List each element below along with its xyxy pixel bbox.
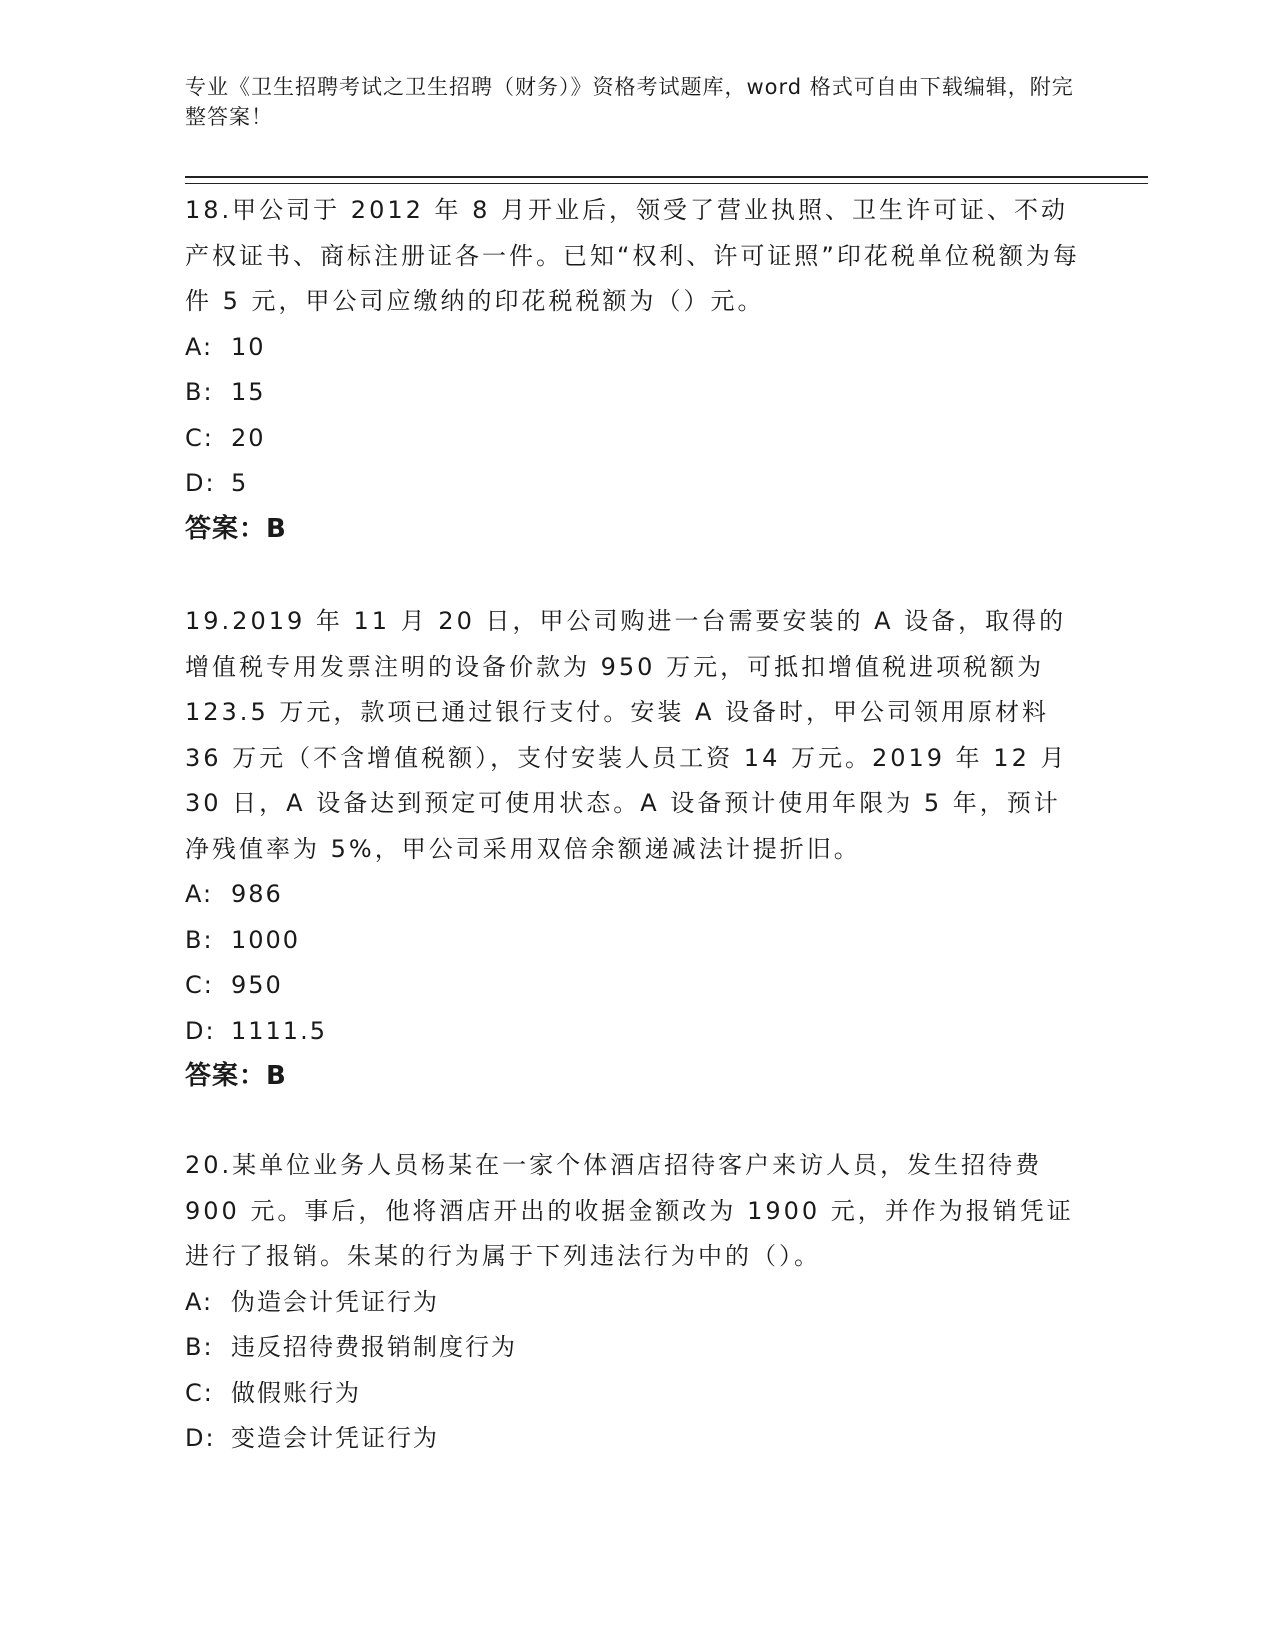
option-text: 做假账行为: [231, 1378, 361, 1407]
question-19: [185, 599, 1085, 1100]
option-letter: A:: [185, 332, 214, 361]
question-stem: 18.甲公司于 2012 年 8 月开业后，领受了营业执照、卫生许可证、不动产权证书、商标注册证各一件。已知“权利、许可证照”印花税单位税额为每件 5 元，甲公司应缴纳的印花税税额为（）元。: [185, 196, 1080, 315]
option-text: 违反招待费报销制度行为: [231, 1333, 517, 1361]
option-text: 5: [231, 469, 249, 497]
option-d: [185, 1416, 1085, 1462]
option-a: [185, 1280, 1085, 1326]
option-b: [185, 1325, 1085, 1371]
option-letter: D:: [185, 1016, 216, 1045]
option-letter: B:: [185, 925, 214, 954]
option-letter: B:: [185, 1333, 214, 1361]
option-letter: C:: [185, 423, 214, 452]
question-stem: 20.某单位业务人员杨某在一家个体酒店招待客户来访人员，发生招待费 900 元。事后，他将酒店开出的收据金额改为 1900 元，并作为报销凭证进行了报销。朱某的行为属于下列违法行为中的（）。: [185, 1151, 1074, 1270]
option-letter: D:: [185, 469, 216, 497]
question-20: [185, 1143, 1085, 1462]
option-d: [185, 461, 1085, 507]
option-c: [185, 1371, 1085, 1417]
option-text: 20: [231, 423, 266, 452]
option-c: [185, 416, 1085, 462]
option-c: [185, 963, 1085, 1009]
option-letter: A:: [185, 1287, 214, 1316]
option-a: [185, 325, 1085, 371]
option-letter: A:: [185, 880, 214, 908]
document-header: 专业《卫生招聘考试之卫生招聘（财务）》资格考试题库，word 格式可自由下载编辑，附完整答案！: [185, 75, 1074, 129]
option-text: 10: [231, 332, 266, 361]
answer-line: 答案：B: [185, 1061, 287, 1091]
option-text: 1111.5: [231, 1016, 327, 1045]
option-letter: C:: [185, 1378, 214, 1407]
option-text: 986: [231, 880, 283, 908]
option-b: [185, 918, 1085, 964]
header-divider-thin: [185, 183, 1148, 184]
answer-line: 答案：B: [185, 513, 287, 544]
option-d: [185, 1009, 1085, 1055]
option-text: 伪造会计凭证行为: [231, 1287, 439, 1316]
option-a: [185, 872, 1085, 918]
question-18: [185, 188, 1085, 552]
option-letter: B:: [185, 378, 214, 406]
option-letter: C:: [185, 971, 214, 999]
option-text: 950: [231, 971, 283, 999]
option-letter: D:: [185, 1424, 216, 1452]
option-text: 1000: [231, 925, 301, 954]
option-text: 变造会计凭证行为: [231, 1424, 439, 1452]
question-stem: 19.2019 年 11 月 20 日，甲公司购进一台需要安装的 A 设备，取得的增值税专用发票注明的设备价款为 950 万元，可抵扣增值税进项税额为 123.5 万元，款项已通过银行支付。安装 A 设备时，甲公司领用原材料 36 万元（不含增值税额），支付安装人员工资 14 万元。2019 年 12 月 30 日，A 设备达到预定可使用状态。A 设备预计使用年限为 5 年，预计净残值率为 5%，甲公司采用双倍余额递减法计提折旧。: [185, 607, 1068, 863]
option-text: 15: [231, 378, 266, 406]
header-divider-thick: [185, 176, 1148, 178]
option-b: [185, 370, 1085, 416]
